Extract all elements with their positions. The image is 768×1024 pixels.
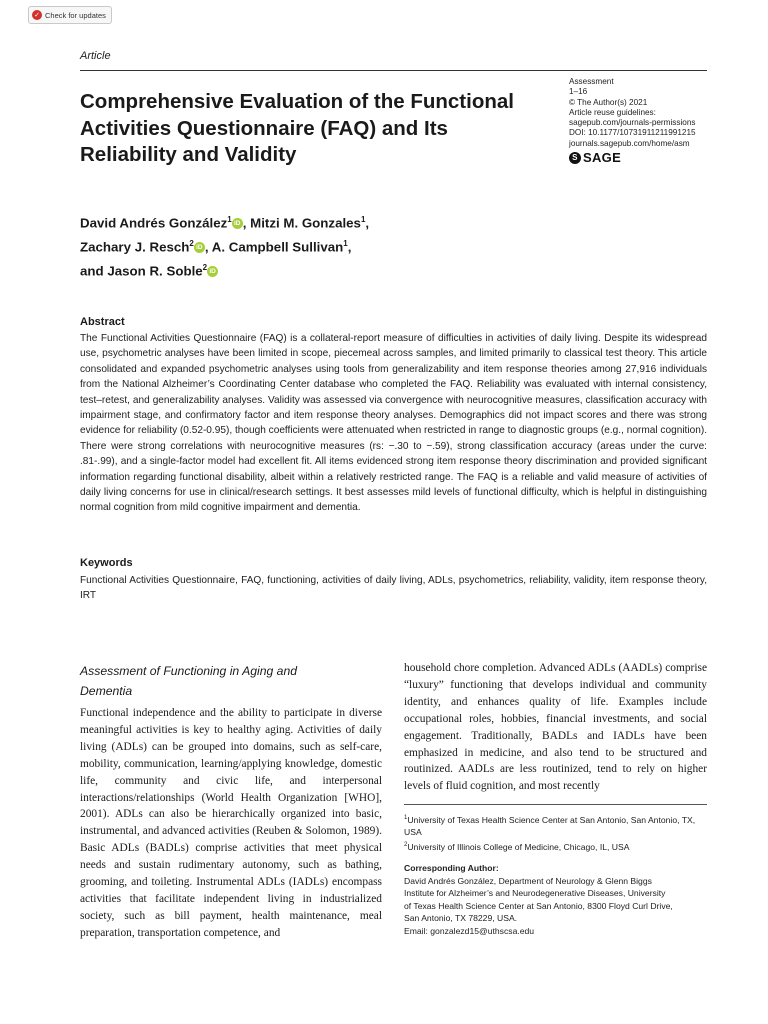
check-for-updates-label: Check for updates — [45, 10, 106, 20]
author-affiliation-marker: 2 — [202, 262, 208, 272]
keywords-text: Functional Activities Questionnaire, FAQ, functioning, activities of daily living, ADLs, psychometrics, reliability, validity, item response theory, IRT — [80, 575, 707, 602]
author-name: Mitzi M. Gonzales — [250, 215, 361, 231]
publisher-logo — [569, 149, 719, 165]
doi-link[interactable]: DOI: 10.1177/10731911211991215 — [569, 128, 696, 138]
affiliation-marker: 1 — [404, 815, 408, 821]
orcid-icon[interactable]: iD — [207, 266, 218, 277]
affiliation-text: University of Texas Health Science Center at San Antonio, San Antonio, TX, USA — [404, 814, 696, 838]
body-text-right-column: household chore completion. Advanced ADLs (AADLs) comprise “luxury” functioning that develops individual and community identity, and enhances quality of life. Examples include occupational roles, hobbies, financial investments, and social engagement. Traditionally, BADLs and IADLs have been emphasized in medicine, and also tend to be structured and routinized. AADLs are less routinized, tend to rely on higher levels of fluid cognition, and most recently — [404, 662, 707, 793]
article-type: Article — [80, 50, 111, 62]
abstract-text: The Functional Activities Questionnaire (FAQ) is a collateral-report measure of difficulties in activities of daily living. Despite its widespread use, psychometric analyses have been limited in scope, piecemeal across samples, and limited primarily to classical test theory. This article consolidated and expanded psychometric analyses using tools from generalizability and item response theories among 27,916 individuals from the National Alzheimer’s Coordinating Center database who completed the FAQ. Reliability was evaluated with internal consistency, test–retest, and generalizability analyses. Validity was assessed via convergence with neurocognitive measures, classification accuracy with impairment stage, and confirmatory factor and item response theory analyses. Demographics did not impact scores and there was strong evidence for reliability (0.52-0.95), though coefficients were attenuated when restricted in range to diagnostic groups (e.g., normal cognition). There were strong correlations with neurocognitive measures (rs: −.30 to −.59), strong classification accuracy (areas under the curve: .81-.99), and a single-factor model had excellent fit. All items evidenced strong item response theory discrimination and provided significant information regarding functional disability, albeit within a relatively restricted range. The FAQ is a reliable and valid measure of activities of daily living concerns for use in clinical/research settings. It best assesses mild levels of functional difficulty, which is helpful in distinguishing normal cognition from mild cognitive impairment and dementia. — [80, 333, 707, 514]
reuse-guidelines: Article reuse guidelines: — [569, 107, 656, 117]
journal-name: Assessment — [569, 77, 614, 86]
section-heading: Assessment of Functioning in Aging and Dementia — [80, 664, 298, 698]
affiliation-marker: 2 — [404, 842, 408, 849]
corresponding-email[interactable]: Email: gonzalezd15@uthscsa.edu — [404, 925, 535, 936]
affiliation-text: University of Illinois College of Medicine, Chicago, IL, USA — [407, 841, 630, 852]
author-separator: , — [347, 239, 352, 255]
check-for-updates-button[interactable] — [28, 6, 112, 24]
corresponding-line: David Andrés González, Department of Neurology & Glenn Biggs — [404, 875, 652, 886]
author-separator: , — [204, 239, 212, 255]
body-text-left-column: Functional independence and the ability to participate in diverse meaningful activities is key to healthy aging. Activities of daily living (ADLs) can be grouped into domains, such as self-care, mobility, communication, learning/applying knowledge, domestic life, community and civic life, and interpersonal interactions/relationships (World Health Organization [WHO], 2001). ADLs can also be hierarchically organized into basic, instrumental, and advanced activities (Reuben & Solomon, 1989). Basic ADLs (BADLs) comprise activities that meet physical needs and sustain rudimentary autonomy, such as bathing, grooming, and toileting. Instrumental ADLs (IADLs) encompass activities that facilitate independent living in industrialized society, such as bill payment, health maintenance, meal preparation, transportation competence, and — [80, 707, 382, 939]
corresponding-line: San Antonio, TX 78229, USA. — [404, 913, 518, 924]
orcid-icon[interactable]: iD — [232, 218, 243, 229]
author-name: and Jason R. Soble — [80, 263, 203, 279]
affiliation-item — [404, 839, 707, 853]
sage-logo-icon: S — [569, 152, 581, 164]
corresponding-author — [404, 862, 714, 938]
journal-home-link[interactable]: journals.sagepub.com/home/asm — [569, 138, 690, 148]
footnote-rule — [404, 804, 707, 805]
abstract-heading: Abstract — [80, 316, 125, 328]
header-rule — [80, 70, 707, 71]
keywords-heading: Keywords — [80, 557, 133, 569]
corresponding-author-heading: Corresponding Author: — [404, 863, 499, 873]
author-affiliation-marker: 1 — [227, 215, 232, 224]
permissions-link[interactable]: sagepub.com/journals-permissions — [569, 118, 696, 128]
author-name: Zachary J. Resch — [80, 239, 190, 255]
corresponding-line: of Texas Health Science Center at San Antonio, 8300 Floyd Curl Drive, — [404, 900, 673, 911]
author-separator: , — [365, 215, 370, 231]
author-list — [80, 210, 540, 282]
update-icon: ✓ — [32, 10, 42, 20]
author-affiliation-marker: 1 — [343, 238, 348, 248]
author-name: A. Campbell Sullivan — [211, 239, 344, 255]
affiliation-item — [404, 812, 707, 839]
orcid-icon[interactable]: iD — [194, 242, 205, 253]
author-separator: , — [242, 215, 251, 231]
page-range: 1–16 — [569, 87, 588, 97]
corresponding-line: Institute for Alzheimer’s and Neurodegenerative Diseases, University — [404, 888, 666, 899]
affiliations — [404, 812, 707, 854]
page-title: Comprehensive Evaluation of the Functional Activities Questionnaire (FAQ) and Its Reliability and Validity — [80, 90, 514, 166]
author-affiliation-marker: 1 — [360, 215, 366, 224]
publisher-name: SAGE — [583, 149, 622, 165]
journal-meta — [569, 77, 719, 164]
author-name: David Andrés González — [80, 215, 228, 231]
author-affiliation-marker: 2 — [189, 238, 194, 248]
copyright: © The Author(s) 2021 — [569, 97, 648, 107]
